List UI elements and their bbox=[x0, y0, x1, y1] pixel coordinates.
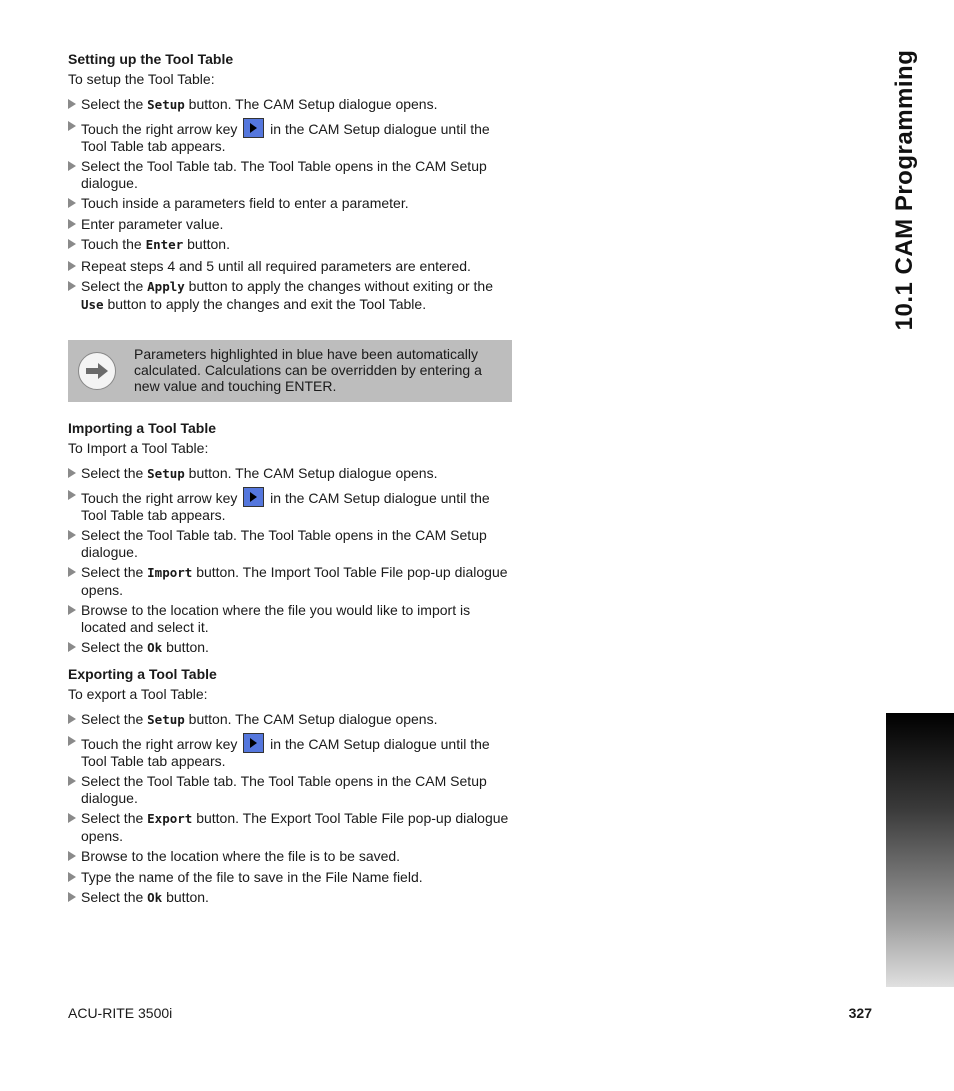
footer-product: ACU-RITE 3500i bbox=[68, 1005, 173, 1021]
bullet-triangle-icon bbox=[68, 892, 76, 902]
step-text: Select the bbox=[81, 810, 148, 826]
step-text: Select the bbox=[81, 564, 148, 580]
step-item bbox=[68, 258, 513, 275]
step-text: button. The Export Tool Table File pop-up dialogue opens. bbox=[81, 810, 509, 844]
step-text: in the CAM Setup dialogue until the Tool Table tab appears. bbox=[81, 735, 490, 769]
button-name: Setup bbox=[147, 97, 185, 112]
chapter-side-title: 10.1 CAM Programming bbox=[891, 49, 918, 331]
button-name: Setup bbox=[147, 466, 185, 481]
bullet-triangle-icon bbox=[68, 642, 76, 652]
step-text: Touch the bbox=[81, 236, 146, 252]
step-item bbox=[68, 639, 513, 657]
right-arrow-key-icon bbox=[243, 733, 264, 753]
step-text: button. The CAM Setup dialogue opens. bbox=[184, 465, 438, 481]
bullet-triangle-icon bbox=[68, 198, 76, 208]
step-item bbox=[68, 564, 513, 598]
step-item bbox=[68, 96, 513, 114]
right-arrow-key-icon bbox=[243, 118, 264, 138]
step-item bbox=[68, 733, 513, 770]
button-name: Enter bbox=[145, 237, 184, 252]
bullet-triangle-icon bbox=[68, 99, 76, 109]
step-item bbox=[68, 889, 513, 907]
chapter-gradient-tab bbox=[886, 713, 954, 987]
button-name: Apply bbox=[147, 279, 185, 294]
step-text: button. bbox=[162, 889, 209, 905]
step-text: Select the bbox=[81, 711, 148, 727]
step-text: Touch the right arrow key bbox=[81, 735, 242, 752]
right-arrow-key-icon bbox=[243, 487, 264, 507]
step-item bbox=[68, 848, 513, 865]
bullet-triangle-icon bbox=[68, 490, 76, 500]
step-text: in the CAM Setup dialogue until the Tool Table tab appears. bbox=[81, 489, 490, 523]
bullet-triangle-icon bbox=[68, 281, 76, 291]
step-text: Select the bbox=[81, 465, 148, 481]
step-item bbox=[68, 158, 513, 191]
button-name: Ok bbox=[147, 640, 163, 655]
bullet-triangle-icon bbox=[68, 261, 76, 271]
bullet-triangle-icon bbox=[68, 121, 76, 131]
section-heading: Setting up the Tool Table bbox=[68, 51, 234, 67]
bullet-triangle-icon bbox=[68, 567, 76, 577]
button-name: Use bbox=[81, 296, 104, 312]
section-intro: To Import a Tool Table: bbox=[68, 440, 209, 456]
step-item bbox=[68, 465, 513, 483]
step-text: button. bbox=[183, 236, 230, 252]
bullet-triangle-icon bbox=[68, 239, 76, 249]
step-text: Select the Tool Table tab. The Tool Table opens in the CAM Setup dialogue. bbox=[81, 158, 487, 191]
bullet-triangle-icon bbox=[68, 219, 76, 229]
arrow-right-icon bbox=[78, 352, 116, 390]
step-item bbox=[68, 773, 513, 806]
bullet-triangle-icon bbox=[68, 736, 76, 746]
button-name: Ok bbox=[147, 890, 163, 905]
note-text: Parameters highlighted in blue have been automatically calculated. Calculations can be overridden by entering a new value and touching ENTER. bbox=[134, 346, 482, 394]
bullet-triangle-icon bbox=[68, 530, 76, 540]
section-import bbox=[68, 419, 513, 661]
bullet-triangle-icon bbox=[68, 714, 76, 724]
step-text: button to apply the changes without exiting or the bbox=[184, 278, 494, 294]
bullet-triangle-icon bbox=[68, 776, 76, 786]
section-intro: To setup the Tool Table: bbox=[68, 71, 215, 87]
step-text: Select the bbox=[81, 96, 148, 112]
step-text: Repeat steps 4 and 5 until all required parameters are entered. bbox=[81, 257, 471, 274]
step-list bbox=[68, 96, 513, 313]
step-text: Browse to the location where the file is to be saved. bbox=[81, 848, 401, 864]
page-number: 327 bbox=[848, 1005, 872, 1021]
step-text: Touch inside a parameters field to enter a parameter. bbox=[81, 195, 409, 211]
step-text: Touch the right arrow key bbox=[81, 120, 242, 137]
button-name: Export bbox=[147, 811, 193, 826]
bullet-triangle-icon bbox=[68, 161, 76, 171]
step-item bbox=[68, 236, 513, 254]
step-item bbox=[68, 487, 513, 524]
section-heading: Importing a Tool Table bbox=[68, 420, 217, 436]
step-text: button. The Import Tool Table File pop-up dialogue opens. bbox=[81, 564, 508, 598]
step-text: Select the bbox=[81, 639, 148, 655]
button-name: Import bbox=[147, 565, 193, 580]
bullet-triangle-icon bbox=[68, 605, 76, 615]
step-text: Type the name of the file to save in the File Name field. bbox=[81, 868, 423, 885]
bullet-triangle-icon bbox=[68, 468, 76, 478]
step-list bbox=[68, 465, 513, 657]
step-text: Browse to the location where the file you would like to import is located and select it. bbox=[81, 602, 471, 635]
step-text: Select the bbox=[81, 278, 148, 294]
step-item bbox=[68, 869, 513, 886]
step-text: button. The CAM Setup dialogue opens. bbox=[184, 711, 438, 727]
step-list bbox=[68, 711, 513, 907]
section-export bbox=[68, 665, 513, 911]
step-item bbox=[68, 602, 513, 635]
step-text: button. bbox=[162, 639, 209, 655]
section-setup bbox=[68, 50, 513, 317]
step-item bbox=[68, 278, 513, 313]
bullet-triangle-icon bbox=[68, 851, 76, 861]
step-text: Select the bbox=[81, 889, 148, 905]
step-item bbox=[68, 527, 513, 560]
step-text: in the CAM Setup dialogue until the Tool Table tab appears. bbox=[81, 120, 490, 154]
step-item bbox=[68, 195, 513, 212]
step-text: button to apply the changes and exit the Tool Table. bbox=[103, 295, 427, 312]
bullet-triangle-icon bbox=[68, 813, 76, 823]
step-item bbox=[68, 216, 513, 233]
step-text: Touch the right arrow key bbox=[81, 489, 242, 506]
step-item bbox=[68, 118, 513, 155]
section-intro: To export a Tool Table: bbox=[68, 686, 208, 702]
step-text: Select the Tool Table tab. The Tool Table opens in the CAM Setup dialogue. bbox=[81, 773, 487, 806]
step-text: Select the Tool Table tab. The Tool Table opens in the CAM Setup dialogue. bbox=[81, 527, 487, 560]
note-box bbox=[68, 340, 512, 402]
section-heading: Exporting a Tool Table bbox=[68, 666, 217, 682]
bullet-triangle-icon bbox=[68, 872, 76, 882]
step-text: button. The CAM Setup dialogue opens. bbox=[184, 96, 438, 112]
step-text: Enter parameter value. bbox=[81, 215, 224, 232]
step-item bbox=[68, 711, 513, 729]
step-item bbox=[68, 810, 513, 844]
button-name: Setup bbox=[147, 712, 185, 727]
